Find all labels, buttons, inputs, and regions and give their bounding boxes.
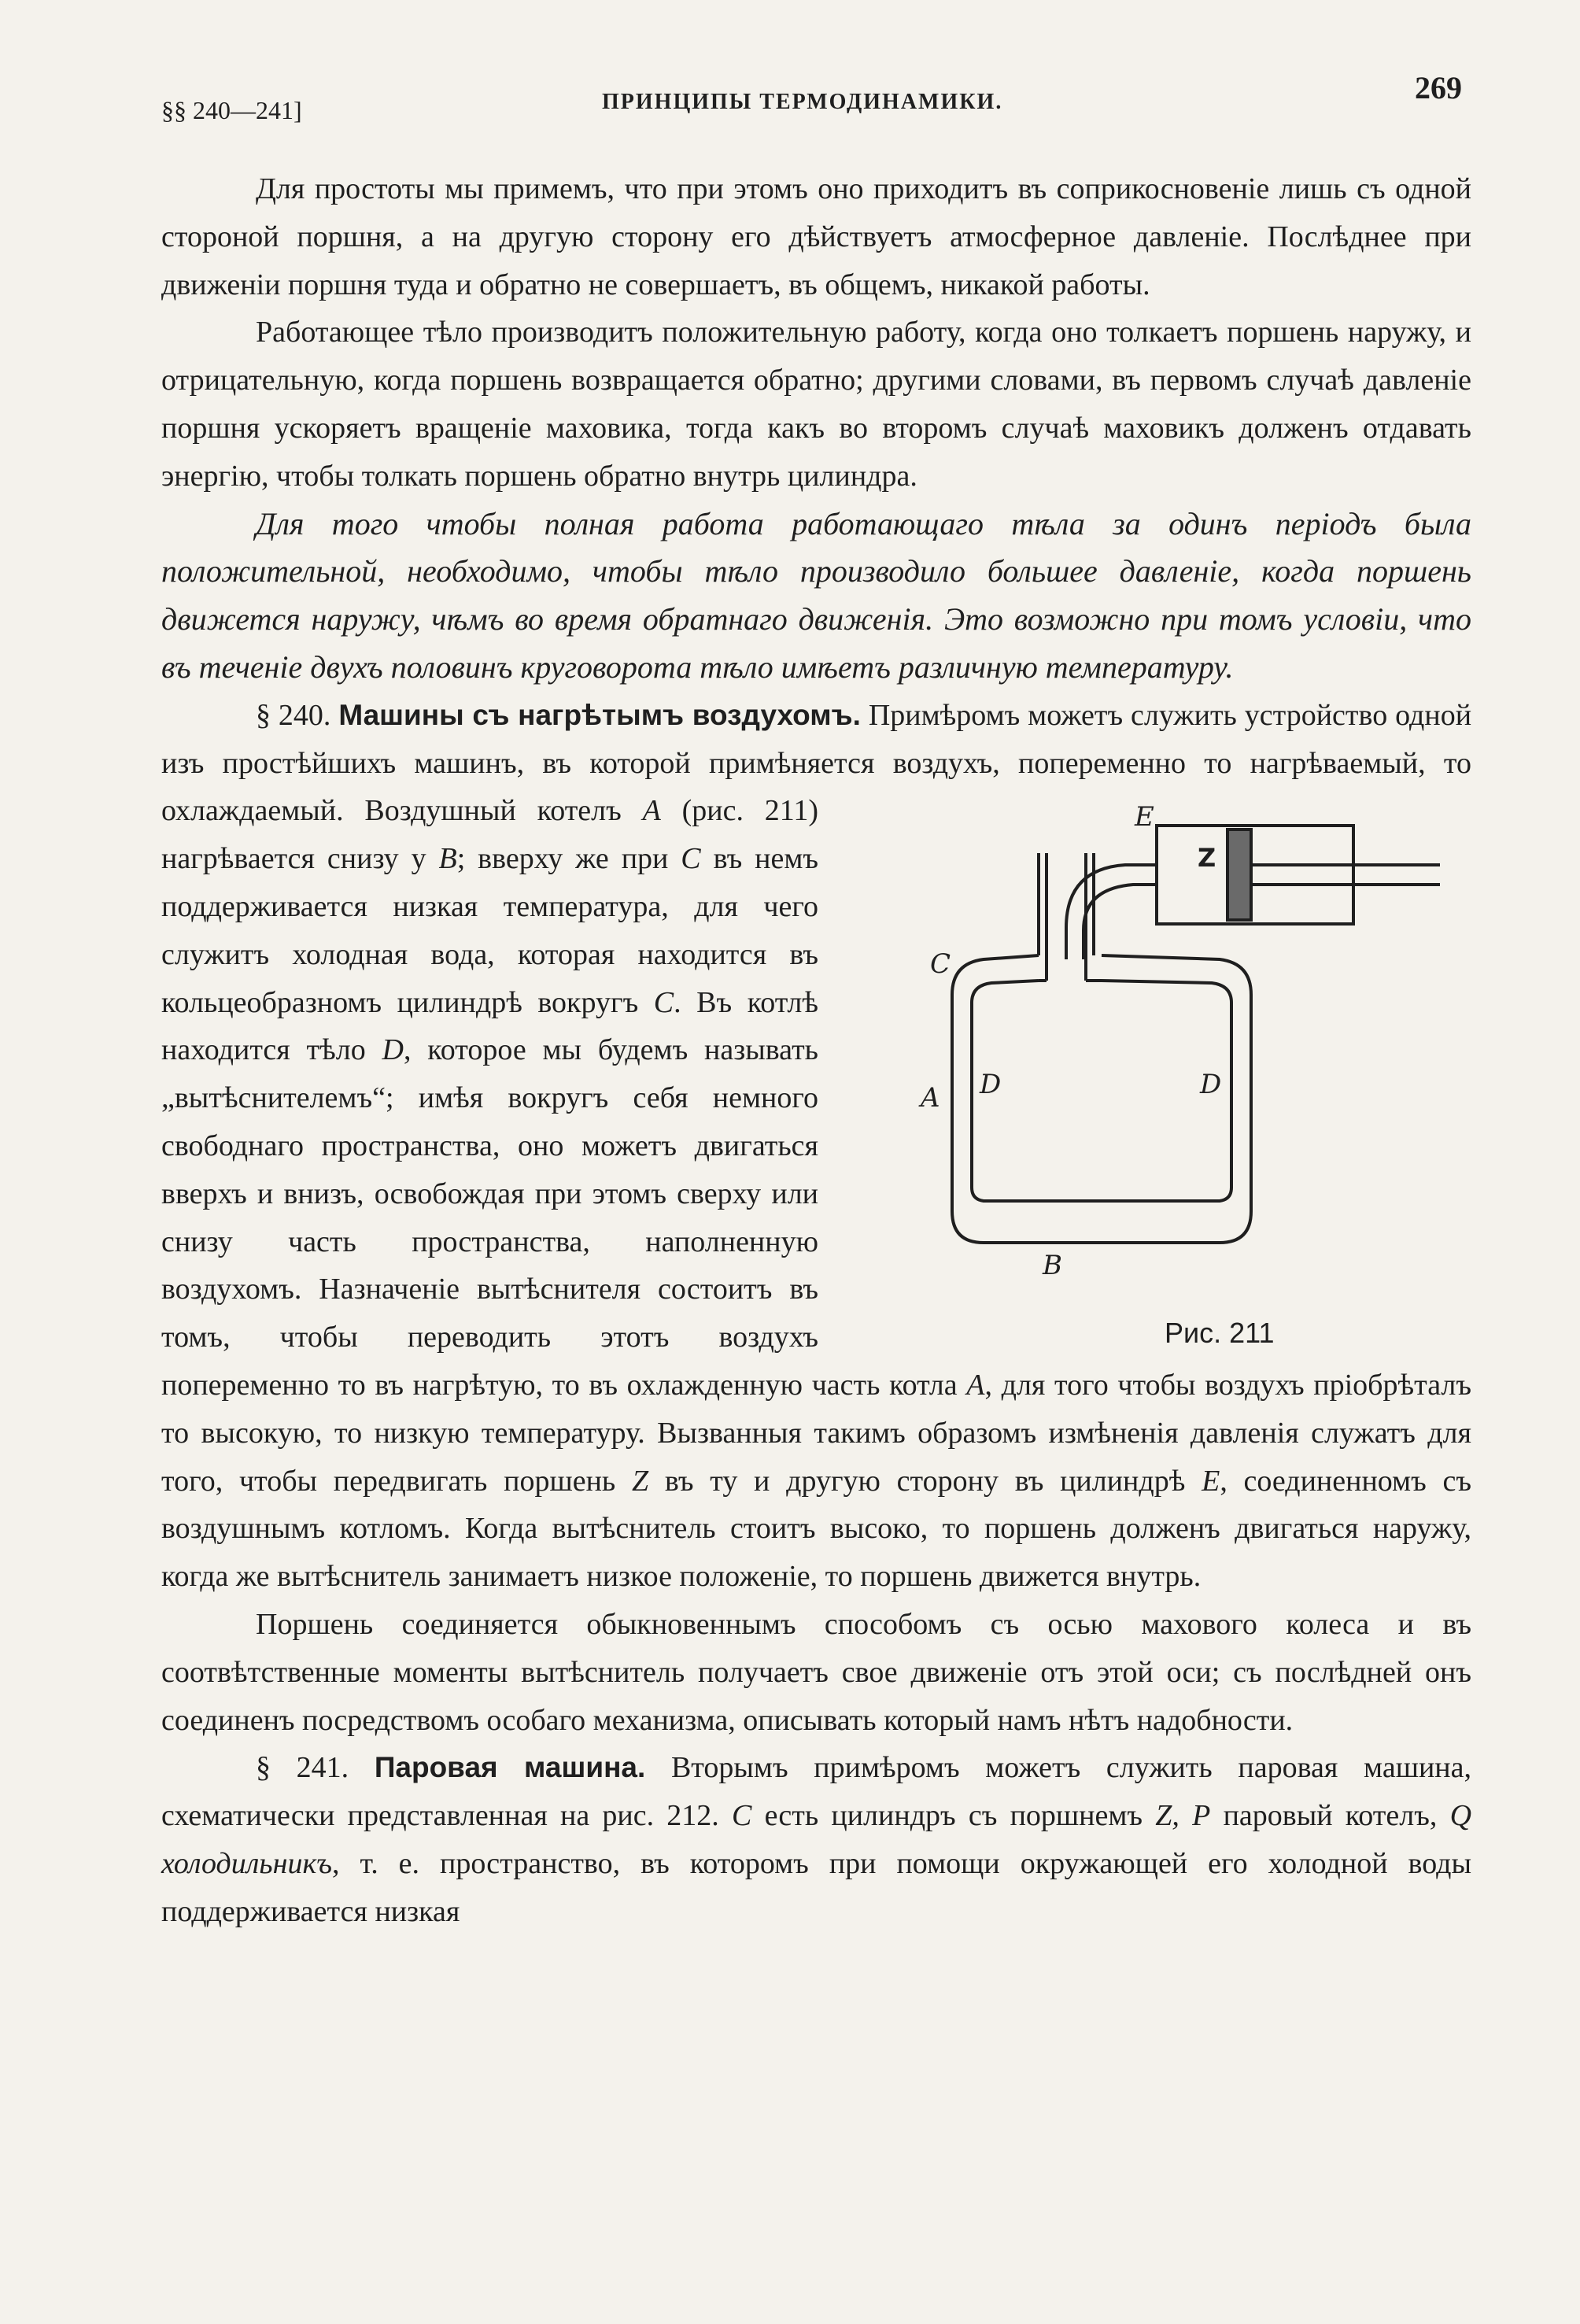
label-Z: Z bbox=[1198, 843, 1216, 874]
label-D-left: D bbox=[980, 1069, 1002, 1101]
paragraph: Поршень соединяется обыкновеннымъ способомъ съ осью махового колеса и въ соотвѣтственные моменты вытѣснитель получаетъ свое движенiе отъ этой оси; съ послѣдней онъ соединенъ посредствомъ особаго механизма, описывать который намъ нѣтъ надобности. bbox=[161, 1607, 1471, 1737]
label-C: C bbox=[930, 948, 951, 981]
label-A: A bbox=[921, 1082, 940, 1114]
running-title: ПРИНЦИПЫ ТЕРМОДИНАМИКИ. bbox=[602, 90, 1003, 114]
text-span: есть цилиндръ съ поршнемъ bbox=[764, 1799, 1143, 1833]
figure-211 bbox=[842, 790, 1471, 1357]
symbol: P bbox=[1192, 1799, 1211, 1833]
symbol: Q bbox=[1449, 1799, 1472, 1833]
text-span: , т. е. пространство, въ которомъ при помощи окружающей его холодной воды поддерживается низкая bbox=[161, 1846, 1471, 1928]
page-number: 269 bbox=[1415, 70, 1462, 105]
section-240 bbox=[161, 692, 1471, 1601]
symbol: A bbox=[642, 794, 661, 828]
text-span: Вторымъ примѣромъ можетъ служить паровая машина, схематически представленная на рис. 212. bbox=[161, 1751, 1471, 1833]
italic-term: холодильникъ bbox=[161, 1846, 332, 1880]
text-span: . Въ котлѣ находится тѣло bbox=[161, 985, 818, 1067]
text-span: въ ту и другую сторону въ цилиндрѣ bbox=[664, 1464, 1186, 1498]
symbol: A bbox=[966, 1368, 985, 1402]
symbol: C bbox=[681, 842, 701, 876]
label-D-right: D bbox=[1200, 1069, 1222, 1101]
text-span: , которое мы будемъ называть „вытѣснителемъ“; имѣя вокругъ себя немного свободнаго пространства, оно можетъ двигаться вверхъ и внизъ, освобождая при этомъ сверху или снизу часть пространства, наполненную воздухомъ. Назначенiе вытѣснителя состоитъ въ томъ, чтобы переводить этотъ воздухъ попеременно то въ нагрѣтую, то въ охлажденную часть котла bbox=[161, 1033, 958, 1402]
symbol: D bbox=[382, 1033, 404, 1067]
text-span: , соединенномъ съ воздушнымъ котломъ. Когда вытѣснитель стоитъ высоко, то поршень долженъ двигаться наружу, когда же вытѣснитель занимаетъ низкое положенiе, то поршень движется внутрь. bbox=[161, 1464, 1472, 1594]
section-number: § 241. bbox=[256, 1751, 349, 1785]
label-B: B bbox=[1043, 1250, 1062, 1282]
section-range: §§ 240—241] bbox=[161, 96, 302, 124]
symbol: Z, bbox=[1155, 1799, 1179, 1833]
paragraph: Работающее тѣло производитъ положительную работу, когда оно толкаетъ поршень наружу, и отрицательную, когда поршень возвращается обратно; другими словами, въ первомъ случаѣ давленiе поршня ускоряетъ вращенiе маховика, тогда какъ во второмъ случаѣ маховикъ долженъ отдавать энергiю, чтобы толкать поршень обратно внутрь цилиндра. bbox=[161, 316, 1471, 493]
text-span: въ немъ поддерживается низкая температура, для чего служитъ холодная вода, которая находится въ кольцеобразномъ цилиндрѣ вокругъ bbox=[161, 842, 819, 1019]
italic-paragraph: Для того чтобы полная работа работающаго тѣла за одинъ перiодъ была положительной, необходимо, чтобы тѣло производило большее давленiе, когда поршень движется наружу, чѣмъ во время обратнаго движенiя. Это возможно при томъ условiи, что въ теченiе двухъ половинъ круговорота тѣло имѣетъ различную температуру. bbox=[161, 505, 1471, 685]
section-heading: Паровая машина. bbox=[374, 1751, 646, 1784]
symbol: Z bbox=[631, 1464, 649, 1498]
text-span: (рис. 211) нагрѣвается снизу у bbox=[161, 794, 819, 876]
text-span: , для того чтобы воздухъ прiобрѣталъ то высокую, то низкую температуру. Вызванныя такимъ образомъ измѣненiя давленiя служатъ для того, чтобы передвигать поршень bbox=[161, 1368, 1472, 1498]
figure-caption: Рис. 211 bbox=[1165, 1317, 1275, 1350]
section-241 bbox=[161, 1744, 1471, 1935]
text-span: ; вверху же при bbox=[456, 842, 669, 876]
paragraph: Для простоты мы примемъ, что при этомъ оно приходитъ въ соприкосновенiе лишь съ одной стороной поршня, а на другую сторону его дѣйствуетъ атмосферное давленiе. Послѣднее при движенiи поршня туда и обратно не совершаетъ, въ общемъ, никакой работы. bbox=[161, 172, 1471, 301]
symbol: B bbox=[438, 842, 457, 876]
symbol: E bbox=[1202, 1464, 1220, 1498]
symbol: C bbox=[653, 985, 674, 1019]
symbol: C bbox=[732, 1799, 752, 1833]
hot-air-engine-diagram bbox=[842, 790, 1471, 1357]
label-E: E bbox=[1135, 801, 1154, 833]
section-heading: Машины съ нагрѣтымъ воздухомъ. bbox=[338, 698, 861, 731]
page-header bbox=[161, 70, 1462, 124]
text-span: Примѣромъ можетъ служить устройство одной изъ простѣйшихъ машинъ, въ которой примѣняется воздухъ, попеременно то нагрѣваемый, то охлаждаемый. Воздушный котелъ bbox=[161, 698, 1472, 828]
body-text bbox=[161, 165, 1471, 1935]
text-span: паровый котелъ, bbox=[1223, 1799, 1438, 1833]
section-number: § 240. bbox=[256, 698, 331, 732]
